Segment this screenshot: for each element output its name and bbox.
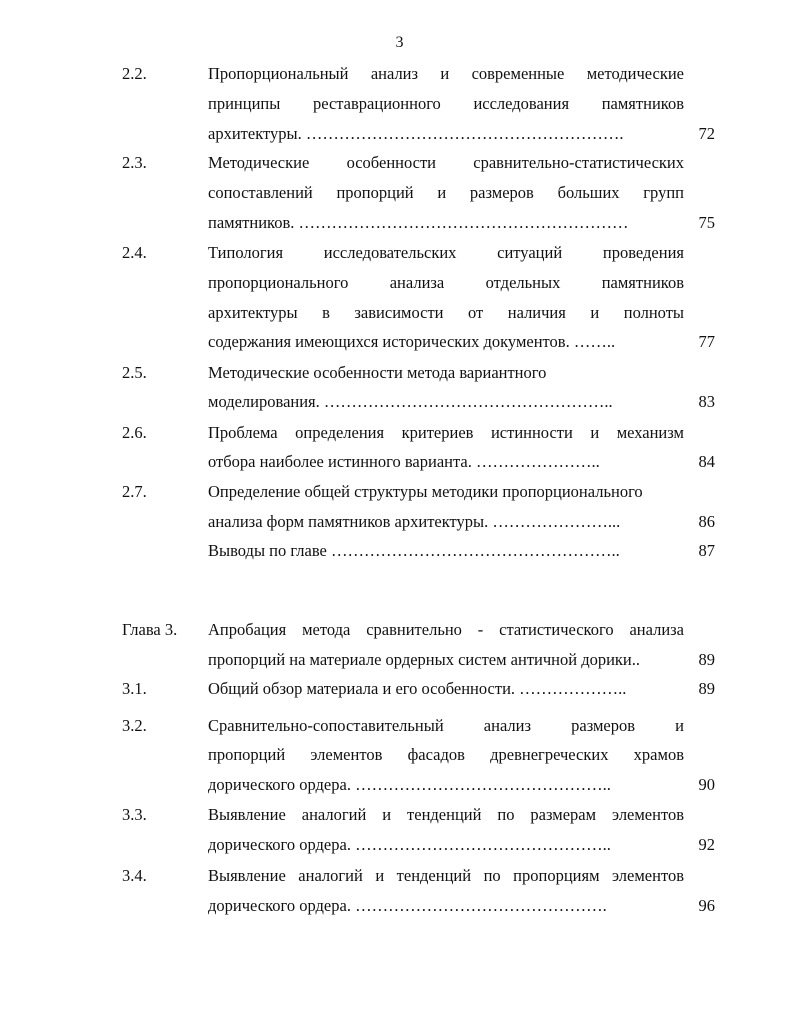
entry-page: 89 [698, 679, 715, 698]
entry-number: 2.4. [122, 243, 147, 262]
entry-line: Выявление аналогий и тенденций по размерам элементов [208, 805, 684, 824]
entry-page: 75 [698, 213, 715, 232]
entry-line: Сравнительно-сопоставительный анализ размеров и [208, 716, 684, 735]
entry-line: Типология исследовательских ситуаций проведения [208, 243, 684, 262]
entry-line: пропорций элементов фасадов древнегреческих храмов [208, 745, 684, 764]
entry-line: дорического ордера. ………………………………………. [208, 896, 607, 915]
entry-page: 89 [698, 650, 715, 669]
entry-page: 90 [698, 775, 715, 794]
entry-number: 3.3. [122, 805, 147, 824]
entry-line: Выводы по главе …………………………………………….. [208, 541, 620, 560]
entry-page: 72 [698, 124, 715, 143]
entry-line: анализа форм памятников архитектуры. …………………... [208, 512, 621, 531]
entry-line: Методические особенности сравнительно-статистических [208, 153, 684, 172]
entry-number: 3.1. [122, 679, 147, 698]
entry-page: 77 [698, 332, 715, 351]
entry-page: 96 [698, 896, 715, 915]
entry-line: Выявление аналогий и тенденций по пропорциям элементов [208, 866, 684, 885]
entry-line: дорического ордера. ……………………………………….. [208, 775, 611, 794]
entry-page: 84 [698, 452, 715, 471]
entry-line: отбора наиболее истинного варианта. ………………….. [208, 452, 600, 471]
entry-line: принципы реставрационного исследования памятников [208, 94, 684, 113]
entry-line: содержания имеющихся исторических документов. …….. [208, 332, 616, 351]
entry-line: Апробация метода сравнительно - статистического анализа [208, 620, 684, 639]
entry-page: 92 [698, 835, 715, 854]
entry-page: 87 [698, 541, 715, 560]
entry-line: архитектуры. …………………………………………………. [208, 124, 624, 143]
entry-line: Проблема определения критериев истинности и механизм [208, 423, 684, 442]
entry-number: 2.5. [122, 363, 147, 382]
entry-number: 2.7. [122, 482, 147, 501]
page-number: 3 [395, 34, 404, 51]
entry-line: архитектуры в зависимости от наличия и полноты [208, 303, 684, 322]
entry-number: 3.2. [122, 716, 147, 735]
entry-line: сопоставлений пропорций и размеров больших групп [208, 183, 684, 202]
entry-number: 2.3. [122, 153, 147, 172]
entry-page: 86 [698, 512, 715, 531]
entry-line: Определение общей структуры методики пропорционального [208, 482, 643, 501]
entry-line: памятников. …………………………………………………… [208, 213, 629, 232]
entry-number: 2.6. [122, 423, 147, 442]
entry-page: 83 [698, 392, 715, 411]
entry-line: пропорций на материале ордерных систем античной дорики.. [208, 650, 641, 669]
entry-line: Общий обзор материала и его особенности. ……………….. [208, 679, 627, 698]
entry-line: Методические особенности метода вариантного [208, 363, 547, 382]
entry-line: моделирования. …………………………………………….. [208, 392, 613, 411]
chapter-number: Глава 3. [122, 620, 178, 639]
entry-number: 3.4. [122, 866, 147, 885]
entry-number: 2.2. [122, 64, 147, 83]
entry-line: пропорционального анализа отдельных памятников [208, 273, 684, 292]
entry-line: Пропорциональный анализ и современные методические [208, 64, 684, 83]
entry-line: дорического ордера. ……………………………………….. [208, 835, 611, 854]
